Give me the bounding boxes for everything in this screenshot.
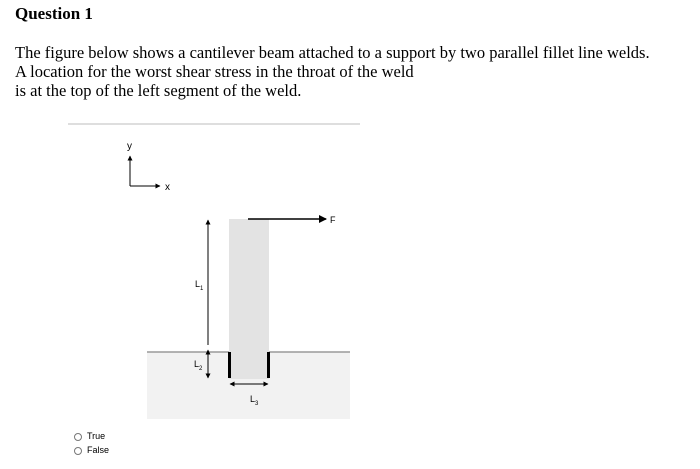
radio-true[interactable] <box>74 433 82 441</box>
cantilever-beam <box>229 219 269 379</box>
question-line: is at the top of the left segment of the weld. <box>15 81 302 100</box>
option-true[interactable] <box>74 430 109 443</box>
dimension-l2-label: $L_2$ <box>194 359 203 372</box>
x-axis-label: x <box>165 182 170 193</box>
force-label: F <box>330 215 336 225</box>
dimension-l3-label: $L_3$ <box>250 394 259 407</box>
question-title: Question 1 <box>15 4 93 23</box>
dimension-l1-label: $L_1$ <box>195 279 204 292</box>
option-label: False <box>87 445 110 455</box>
option-label: True <box>87 431 106 441</box>
left-weld <box>228 352 231 378</box>
answer-options <box>74 430 109 458</box>
right-weld <box>267 352 270 378</box>
question-line: The figure below shows a cantilever beam attached to a support by two parallel fillet line welds. <box>15 43 650 62</box>
question-line: A location for the worst shear stress in the throat of the weld <box>15 62 414 81</box>
coordinate-axes <box>127 141 170 193</box>
option-false[interactable] <box>74 444 109 457</box>
radio-false[interactable] <box>74 447 82 455</box>
y-axis-label: y <box>127 141 132 152</box>
